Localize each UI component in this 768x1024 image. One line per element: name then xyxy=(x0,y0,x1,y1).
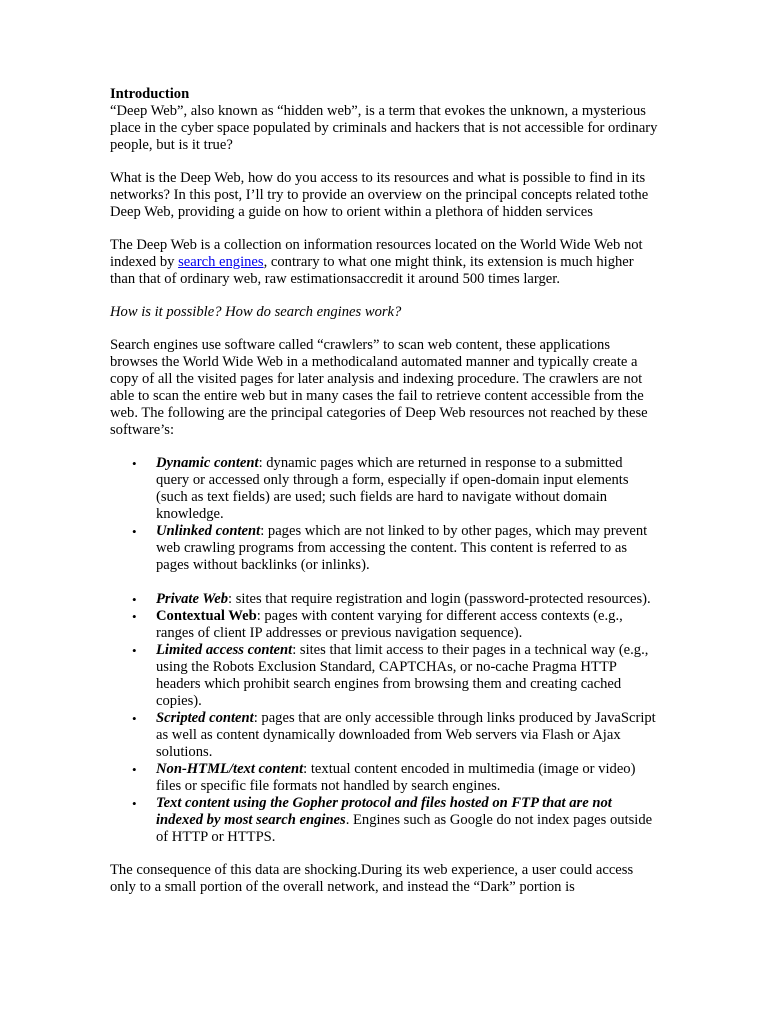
bullet-icon: • xyxy=(132,643,137,658)
category-description: : pages that are only accessible through links produced by JavaScript as well as content dynamically downloaded from Web servers via Flash or Ajax solutions. xyxy=(156,710,656,760)
intro-paragraph: “Deep Web”, also known as “hidden web”, is a term that evokes the unknown, a mysterious place in the cyber space populated by criminals and hackers that is not accessible for ordinary people, but is it true? xyxy=(110,103,658,153)
category-description: : sites that limit access to their pages in a technical way (e.g., using the Robots Exclusion Standard, CAPTCHAs, or no-cache Pragma HTTP headers which prohibit search engines from browsing them and creating cached copies). xyxy=(156,642,649,709)
crawlers-paragraph: Search engines use software called “crawlers” to scan web content, these applications browses the World Wide Web in a methodicaland automated manner and typically create a copy of all the visited pages for later analysis and indexing procedure. The crawlers are not able to scan the entire web but in many cases the fail to retrieve content accessible from the web. The following are the principal categories of Deep Web resources not reached by these software’s: xyxy=(110,337,648,438)
category-description: : pages with content varying for different access contexts (e.g., ranges of client IP addresses or previous navigation sequence). xyxy=(156,608,623,641)
bullet-icon: • xyxy=(132,796,137,811)
consequence-paragraph: The consequence of this data are shocking.During its web experience, a user could access only to a small portion of the overall network, and instead the “Dark” portion is xyxy=(110,862,634,895)
category-description: : textual content encoded in multimedia (image or video) files or specific file formats not handled by search engines. xyxy=(156,761,636,794)
bullet-icon: • xyxy=(132,762,137,777)
bullet-icon: • xyxy=(132,592,137,607)
category-term: Scripted content xyxy=(156,710,254,726)
list-item xyxy=(110,795,658,846)
category-description: : sites that require registration and login (password-protected resources). xyxy=(228,591,651,607)
category-description: : dynamic pages which are returned in response to a submitted query or accessed only through a form, especially if open-domain input elements (such as text fields) are used; such fields are hard to navigate without domain knowledge. xyxy=(156,455,629,522)
category-term: Contextual Web xyxy=(156,608,257,624)
category-description: : pages which are not linked to by other pages, which may prevent web crawling programs from accessing the content. This content is referred to as pages without backlinks (or inlinks). xyxy=(156,523,648,573)
definition-text-after: , contrary to what one might think, its extension is much higher than that of ordinary web, raw estimationsaccredit it around 500 times larger. xyxy=(110,254,634,287)
bullet-icon: • xyxy=(132,609,137,624)
subheading: How is it possible? How do search engines work? xyxy=(110,304,402,320)
list-item xyxy=(110,591,658,608)
section-heading: Introduction xyxy=(110,86,190,102)
list-item xyxy=(110,455,658,523)
bullet-icon: • xyxy=(132,524,137,539)
category-term: Text content using the Gopher protocol and files hosted on FTP that are not indexed by most search engines xyxy=(156,795,612,828)
list-item xyxy=(110,710,658,761)
definition-text-before: The Deep Web is a collection on information resources located on the World Wide Web not indexed by xyxy=(110,237,643,270)
definition-paragraph xyxy=(110,237,658,288)
list-item xyxy=(110,761,658,795)
list-item xyxy=(110,642,658,710)
list-item xyxy=(110,608,658,642)
bullet-icon: • xyxy=(132,456,137,471)
category-description: . Engines such as Google do not index pages outside of HTTP or HTTPS. xyxy=(156,812,653,845)
category-term: Limited access content xyxy=(156,642,293,658)
question-paragraph: What is the Deep Web, how do you access to its resources and what is possible to find in its networks? In this post, I’ll try to provide an overview on the principal concepts related tothe Deep Web, providing a guide on how to orient within a plethora of hidden services xyxy=(110,170,649,220)
search-engines-link[interactable]: search engines xyxy=(178,254,264,270)
bullet-icon: • xyxy=(132,711,137,726)
category-term: Private Web xyxy=(156,591,229,607)
category-term: Unlinked content xyxy=(156,523,261,539)
category-term: Dynamic content xyxy=(156,455,259,471)
category-term: Non-HTML/text content xyxy=(156,761,304,777)
deep-web-categories-list xyxy=(110,455,658,846)
list-item xyxy=(110,523,658,574)
